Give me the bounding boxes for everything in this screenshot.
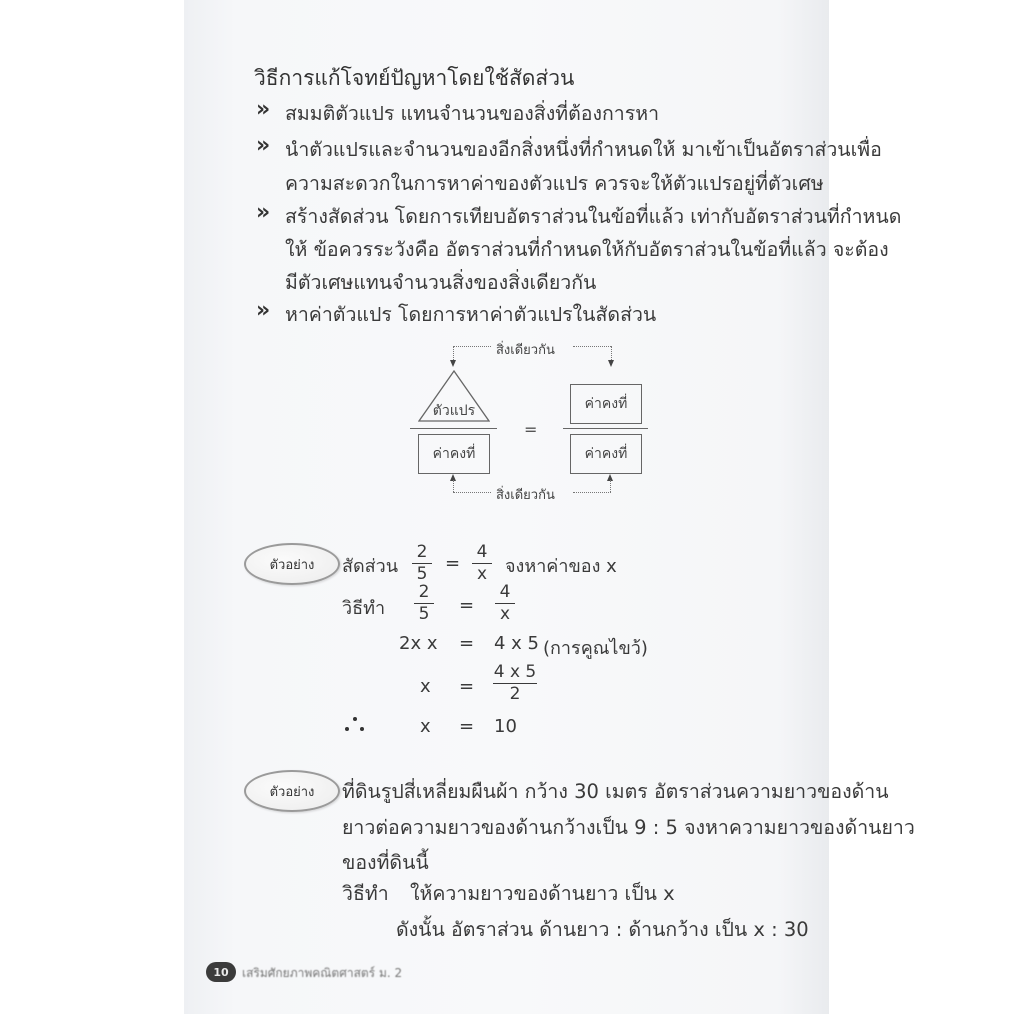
therefore-icon — [345, 717, 365, 733]
fraction — [493, 664, 537, 703]
numerator: 2 — [416, 542, 428, 562]
question-text: จงหาค่าของ x — [505, 556, 617, 577]
equals-sign: = — [459, 676, 475, 697]
solution-label: วิธีทำ — [342, 882, 389, 905]
connector-line — [453, 346, 491, 347]
section-heading: วิธีการแก้โจทย์ปัญหาโดยใช้สัดส่วน — [254, 66, 575, 90]
page-number-badge — [206, 962, 236, 982]
numerator: 4 x 5 — [493, 662, 537, 682]
equals-sign: = — [524, 420, 538, 439]
denominator: 5 — [418, 604, 430, 624]
constant-label: ค่าคงที่ — [584, 446, 628, 462]
example2-line-3: ของที่ดินนี้ — [342, 851, 429, 874]
solution-label: วิธีทำ — [342, 598, 386, 619]
bullet-3-line-3: มีตัวเศษแทนจำนวนสิ่งของสิ่งเดียวกัน — [285, 271, 597, 294]
constant-box — [570, 384, 642, 424]
fraction-bar — [563, 428, 648, 429]
denominator: x — [499, 604, 511, 624]
connector-line — [573, 492, 611, 493]
constant-label: ค่าคงที่ — [432, 446, 476, 462]
step-left: x — [420, 716, 431, 737]
numerator: 2 — [418, 582, 430, 602]
equals-sign: = — [459, 716, 475, 737]
step-left: x — [420, 676, 431, 697]
same-thing-label-bottom: สิ่งเดียวกัน — [496, 488, 555, 503]
bullet-marker: » — [256, 97, 271, 122]
step-left: 2x x — [399, 633, 438, 654]
example-badge-label: ตัวอย่าง — [269, 557, 315, 573]
example-badge — [244, 770, 340, 812]
denominator: 5 — [416, 564, 428, 584]
bullet-4-line-1: หาค่าตัวแปร โดยการหาค่าตัวแปรในสัดส่วน — [285, 303, 657, 326]
equals-sign: = — [445, 553, 461, 574]
fraction — [414, 584, 434, 623]
bullet-2-line-1: นำตัวแปรและจำนวนของอีกสิ่งหนึ่งที่กำหนดให้ มาเข้าเป็นอัตราส่วนเพื่อ — [285, 138, 882, 161]
bullet-marker: » — [256, 200, 271, 225]
variable-label: ตัวแปร — [432, 403, 476, 419]
example2-line-2: ยาวต่อความยาวของด้านกว้างเป็น 9 : 5 จงหาความยาวของด้านยาว — [342, 816, 915, 839]
answer-value: 10 — [494, 716, 517, 737]
connector-line — [453, 480, 454, 492]
fraction — [412, 544, 432, 583]
bullet-3-line-2: ให้ ข้อควรระวังคือ อัตราส่วนที่กำหนดให้กับอัตราส่วนในข้อที่แล้ว จะต้อง — [285, 238, 889, 261]
bullet-marker: » — [256, 133, 271, 158]
example-badge-label: ตัวอย่าง — [269, 784, 315, 800]
page-number: 10 — [213, 965, 229, 979]
example2-line-1: ที่ดินรูปสี่เหลี่ยมผืนผ้า กว้าง 30 เมตร อัตราส่วนความยาวของด้าน — [342, 780, 889, 803]
arrow-down-icon — [608, 360, 614, 367]
fraction-bar — [410, 428, 497, 429]
bullet-3-line-1: สร้างสัดส่วน โดยการเทียบอัตราส่วนในข้อที่แล้ว เท่ากับอัตราส่วนที่กำหนด — [285, 205, 902, 228]
step-note: (การคูณไขว้) — [543, 638, 648, 659]
denominator: 2 — [509, 684, 521, 704]
constant-box — [570, 434, 642, 474]
bullet-marker: » — [256, 298, 271, 323]
equals-sign: = — [459, 595, 475, 616]
solution-line-1: ให้ความยาวของด้านยาว เป็น x — [410, 882, 675, 905]
numerator: 4 — [476, 542, 488, 562]
bullet-2-line-2: ความสะดวกในการหาค่าของตัวแปร ควรจะให้ตัวแปรอยู่ที่ตัวเศษ — [285, 172, 824, 195]
connector-line — [610, 480, 611, 492]
book-title: เสริมศักยภาพคณิตศาสตร์ ม. 2 — [242, 966, 403, 980]
denominator: x — [476, 564, 488, 584]
proportion-label: สัดส่วน — [342, 556, 399, 577]
step-right: 4 x 5 — [494, 633, 539, 654]
numerator: 4 — [499, 582, 511, 602]
connector-line — [573, 346, 611, 347]
constant-label: ค่าคงที่ — [584, 396, 628, 412]
connector-line — [453, 492, 491, 493]
example-badge — [244, 543, 340, 585]
same-thing-label-top: สิ่งเดียวกัน — [496, 343, 555, 358]
arrow-down-icon — [450, 360, 456, 367]
fraction — [495, 584, 515, 623]
equals-sign: = — [459, 633, 475, 654]
constant-box — [418, 434, 490, 474]
solution-line-2: ดังนั้น อัตราส่วน ด้านยาว : ด้านกว้าง เป็น x : 30 — [396, 918, 809, 941]
bullet-1-line-1: สมมติตัวแปร แทนจำนวนของสิ่งที่ต้องการหา — [285, 102, 660, 125]
fraction — [472, 544, 492, 583]
